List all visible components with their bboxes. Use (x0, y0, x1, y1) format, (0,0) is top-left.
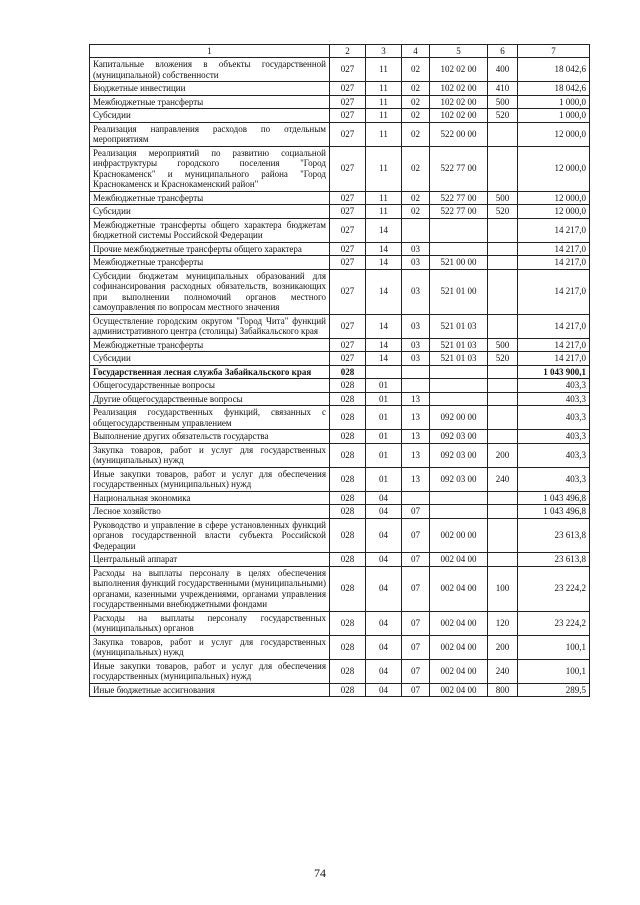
table-row (90, 95, 590, 109)
table-row (90, 659, 590, 683)
section-code: 01 (366, 406, 402, 430)
row-name: Осуществление городским округом "Город Чита" функций административного центра (столицы) Забайкальского края (90, 314, 330, 338)
amount: 1 043 496,8 (518, 491, 590, 505)
amount: 14 217,0 (518, 269, 590, 314)
target-article-code: 521 01 00 (430, 269, 488, 314)
ministry-code: 028 (330, 392, 366, 406)
row-name: Другие общегосударственные вопросы (90, 392, 330, 406)
amount: 23 224,2 (518, 566, 590, 611)
table-row (90, 635, 590, 659)
amount: 14 217,0 (518, 218, 590, 242)
subsection-code: 02 (402, 58, 430, 82)
target-article-code: 002 04 00 (430, 659, 488, 683)
subsection-code (402, 491, 430, 505)
table-row (90, 491, 590, 505)
header-cell: 5 (430, 45, 488, 58)
expense-type-code: 500 (488, 338, 518, 352)
subsection-code: 03 (402, 256, 430, 270)
amount: 23 224,2 (518, 611, 590, 635)
section-code: 11 (366, 122, 402, 146)
expense-type-code (488, 491, 518, 505)
expense-type-code (488, 242, 518, 256)
target-article-code (430, 379, 488, 393)
section-code: 14 (366, 352, 402, 366)
row-name: Государственная лесная служба Забайкальского края (90, 365, 330, 379)
expense-type-code (488, 314, 518, 338)
header-cell: 2 (330, 45, 366, 58)
subsection-code: 02 (402, 205, 430, 219)
table-row (90, 242, 590, 256)
amount: 403,3 (518, 379, 590, 393)
target-article-code: 002 04 00 (430, 553, 488, 567)
table-row (90, 109, 590, 123)
table-row (90, 566, 590, 611)
target-article-code (430, 242, 488, 256)
ministry-code: 028 (330, 467, 366, 491)
row-name: Реализация направления расходов по отдельным мероприятиям (90, 122, 330, 146)
amount: 100,1 (518, 659, 590, 683)
row-name: Субсидии (90, 205, 330, 219)
section-code: 11 (366, 146, 402, 191)
amount: 14 217,0 (518, 314, 590, 338)
expense-type-code (488, 430, 518, 444)
subsection-code: 07 (402, 683, 430, 697)
row-name: Иные закупки товаров, работ и услуг для обеспечения государственных (муниципальных) нужд (90, 467, 330, 491)
section-code: 01 (366, 392, 402, 406)
table-row (90, 82, 590, 96)
table-row (90, 467, 590, 491)
subsection-code: 07 (402, 635, 430, 659)
table-row (90, 505, 590, 519)
section-code: 14 (366, 314, 402, 338)
table-row (90, 218, 590, 242)
amount: 23 613,8 (518, 553, 590, 567)
target-article-code (430, 218, 488, 242)
row-name: Закупка товаров, работ и услуг для государственных (муниципальных) нужд (90, 635, 330, 659)
ministry-code: 028 (330, 635, 366, 659)
target-article-code: 522 77 00 (430, 146, 488, 191)
target-article-code: 092 03 00 (430, 467, 488, 491)
table-row (90, 205, 590, 219)
amount: 12 000,0 (518, 191, 590, 205)
section-code: 11 (366, 109, 402, 123)
subsection-code: 13 (402, 467, 430, 491)
subsection-code: 02 (402, 191, 430, 205)
ministry-code: 028 (330, 611, 366, 635)
row-name: Национальная экономика (90, 491, 330, 505)
ministry-code: 027 (330, 269, 366, 314)
header-cell: 7 (518, 45, 590, 58)
target-article-code: 002 04 00 (430, 566, 488, 611)
ministry-code: 027 (330, 352, 366, 366)
row-name: Реализация мероприятий по развитию социальной инфраструктуры городского поселения "Город Краснокаменск" и муниципального района "Город Краснокаменск и Краснокаменский район" (90, 146, 330, 191)
target-article-code: 102 02 00 (430, 95, 488, 109)
table-row (90, 352, 590, 366)
amount: 403,3 (518, 430, 590, 444)
amount: 1 000,0 (518, 95, 590, 109)
ministry-code: 028 (330, 566, 366, 611)
table-header-row (90, 45, 590, 58)
amount: 403,3 (518, 467, 590, 491)
ministry-code: 027 (330, 82, 366, 96)
expense-type-code: 240 (488, 467, 518, 491)
ministry-code: 028 (330, 518, 366, 553)
section-code: 11 (366, 58, 402, 82)
row-name: Бюджетные инвестиции (90, 82, 330, 96)
subsection-code (402, 218, 430, 242)
subsection-code: 02 (402, 122, 430, 146)
expense-type-code: 800 (488, 683, 518, 697)
row-name: Расходы на выплаты персоналу в целях обеспечения выполнения функций государственными (муниципальными) органами, казенными учреждениями, органами управления государственными внебюджетными фондами (90, 566, 330, 611)
subsection-code: 03 (402, 352, 430, 366)
expense-type-code (488, 269, 518, 314)
table-row (90, 365, 590, 379)
section-code: 01 (366, 379, 402, 393)
section-code: 11 (366, 95, 402, 109)
ministry-code: 027 (330, 191, 366, 205)
subsection-code: 03 (402, 269, 430, 314)
row-name: Прочие межбюджетные трансферты общего характера (90, 242, 330, 256)
row-name: Расходы на выплаты персоналу государственных (муниципальных) органов (90, 611, 330, 635)
row-name: Межбюджетные трансферты (90, 95, 330, 109)
target-article-code: 092 00 00 (430, 406, 488, 430)
budget-table (89, 44, 590, 697)
table-row (90, 518, 590, 553)
row-name: Иные закупки товаров, работ и услуг для обеспечения государственных (муниципальных) нужд (90, 659, 330, 683)
expense-type-code: 400 (488, 58, 518, 82)
row-name: Субсидии бюджетам муниципальных образований для софинансирования расходных обязательств, возникающих при выполнении полномочий органов местного самоуправления по вопросам местного значения (90, 269, 330, 314)
ministry-code: 028 (330, 365, 366, 379)
ministry-code: 028 (330, 683, 366, 697)
target-article-code: 521 01 03 (430, 314, 488, 338)
subsection-code: 03 (402, 242, 430, 256)
subsection-code: 07 (402, 518, 430, 553)
ministry-code: 027 (330, 242, 366, 256)
amount: 403,3 (518, 443, 590, 467)
target-article-code: 002 04 00 (430, 683, 488, 697)
row-name: Центральный аппарат (90, 553, 330, 567)
amount: 14 217,0 (518, 338, 590, 352)
row-name: Закупка товаров, работ и услуг для государственных (муниципальных) нужд (90, 443, 330, 467)
page-number: 74 (314, 866, 326, 880)
expense-type-code (488, 505, 518, 519)
target-article-code: 002 00 00 (430, 518, 488, 553)
table-row (90, 611, 590, 635)
section-code: 04 (366, 635, 402, 659)
subsection-code: 07 (402, 659, 430, 683)
expense-type-code (488, 553, 518, 567)
section-code: 04 (366, 505, 402, 519)
amount: 1 043 900,1 (518, 365, 590, 379)
ministry-code: 027 (330, 218, 366, 242)
row-name: Межбюджетные трансферты (90, 191, 330, 205)
row-name: Выполнение других обязательств государства (90, 430, 330, 444)
subsection-code: 03 (402, 338, 430, 352)
expense-type-code: 410 (488, 82, 518, 96)
section-code: 01 (366, 467, 402, 491)
target-article-code: 102 02 00 (430, 109, 488, 123)
amount: 403,3 (518, 406, 590, 430)
amount: 289,5 (518, 683, 590, 697)
section-code: 14 (366, 338, 402, 352)
subsection-code: 02 (402, 109, 430, 123)
target-article-code (430, 491, 488, 505)
subsection-code: 07 (402, 553, 430, 567)
target-article-code: 092 03 00 (430, 430, 488, 444)
section-code: 14 (366, 242, 402, 256)
section-code: 14 (366, 269, 402, 314)
ministry-code: 028 (330, 443, 366, 467)
row-name: Межбюджетные трансферты общего характера бюджетам бюджетной системы Российской Федерации (90, 218, 330, 242)
ministry-code: 028 (330, 491, 366, 505)
target-article-code: 522 77 00 (430, 205, 488, 219)
subsection-code: 07 (402, 566, 430, 611)
target-article-code: 002 04 00 (430, 635, 488, 659)
target-article-code: 522 00 00 (430, 122, 488, 146)
subsection-code: 03 (402, 314, 430, 338)
table-body (90, 58, 590, 697)
target-article-code (430, 365, 488, 379)
row-name: Общегосударственные вопросы (90, 379, 330, 393)
section-code: 11 (366, 205, 402, 219)
row-name: Субсидии (90, 352, 330, 366)
row-name: Руководство и управление в сфере установленных функций органов государственной власти субъекта Российской Федерации (90, 518, 330, 553)
row-name: Иные бюджетные ассигнования (90, 683, 330, 697)
row-name: Межбюджетные трансферты (90, 338, 330, 352)
amount: 23 613,8 (518, 518, 590, 553)
ministry-code: 028 (330, 379, 366, 393)
expense-type-code: 240 (488, 659, 518, 683)
expense-type-code (488, 218, 518, 242)
ministry-code: 028 (330, 430, 366, 444)
row-name: Лесное хозяйство (90, 505, 330, 519)
table-row (90, 338, 590, 352)
amount: 403,3 (518, 392, 590, 406)
subsection-code: 13 (402, 406, 430, 430)
table-row (90, 314, 590, 338)
table-row (90, 191, 590, 205)
section-code: 14 (366, 218, 402, 242)
expense-type-code: 100 (488, 566, 518, 611)
expense-type-code (488, 518, 518, 553)
section-code: 11 (366, 82, 402, 96)
expense-type-code: 500 (488, 191, 518, 205)
row-name: Субсидии (90, 109, 330, 123)
expense-type-code (488, 392, 518, 406)
ministry-code: 027 (330, 205, 366, 219)
ministry-code: 028 (330, 659, 366, 683)
expense-type-code: 520 (488, 352, 518, 366)
target-article-code: 102 02 00 (430, 58, 488, 82)
target-article-code (430, 505, 488, 519)
section-code: 04 (366, 611, 402, 635)
target-article-code (430, 392, 488, 406)
expense-type-code: 520 (488, 109, 518, 123)
amount: 14 217,0 (518, 352, 590, 366)
table-row (90, 430, 590, 444)
ministry-code: 027 (330, 109, 366, 123)
row-name: Межбюджетные трансферты (90, 256, 330, 270)
section-code: 01 (366, 443, 402, 467)
expense-type-code: 120 (488, 611, 518, 635)
expense-type-code: 520 (488, 205, 518, 219)
row-name: Капитальные вложения в объекты государственной (муниципальной) собственности (90, 58, 330, 82)
subsection-code: 07 (402, 611, 430, 635)
subsection-code: 02 (402, 95, 430, 109)
ministry-code: 028 (330, 505, 366, 519)
table-row (90, 379, 590, 393)
table-row (90, 269, 590, 314)
row-name: Реализация государственных функций, связанных с общегосударственным управлением (90, 406, 330, 430)
header-cell: 6 (488, 45, 518, 58)
subsection-code: 13 (402, 430, 430, 444)
table-row (90, 256, 590, 270)
target-article-code: 102 02 00 (430, 82, 488, 96)
amount: 18 042,6 (518, 82, 590, 96)
section-code: 04 (366, 659, 402, 683)
section-code: 01 (366, 430, 402, 444)
target-article-code: 002 04 00 (430, 611, 488, 635)
section-code: 14 (366, 256, 402, 270)
ministry-code: 028 (330, 406, 366, 430)
target-article-code: 521 00 00 (430, 256, 488, 270)
expense-type-code (488, 256, 518, 270)
subsection-code: 07 (402, 505, 430, 519)
ministry-code: 027 (330, 58, 366, 82)
expense-type-code: 500 (488, 95, 518, 109)
ministry-code: 027 (330, 314, 366, 338)
ministry-code: 027 (330, 338, 366, 352)
table-row (90, 443, 590, 467)
subsection-code: 13 (402, 443, 430, 467)
target-article-code: 092 03 00 (430, 443, 488, 467)
section-code (366, 365, 402, 379)
table-row (90, 392, 590, 406)
subsection-code: 02 (402, 82, 430, 96)
expense-type-code (488, 146, 518, 191)
ministry-code: 027 (330, 146, 366, 191)
header-cell: 1 (90, 45, 330, 58)
subsection-code (402, 379, 430, 393)
ministry-code: 028 (330, 553, 366, 567)
ministry-code: 027 (330, 122, 366, 146)
target-article-code: 521 01 03 (430, 338, 488, 352)
amount: 18 042,6 (518, 58, 590, 82)
amount: 100,1 (518, 635, 590, 659)
header-cell: 3 (366, 45, 402, 58)
subsection-code (402, 365, 430, 379)
ministry-code: 027 (330, 95, 366, 109)
section-code: 11 (366, 191, 402, 205)
amount: 14 217,0 (518, 242, 590, 256)
target-article-code: 522 77 00 (430, 191, 488, 205)
amount: 14 217,0 (518, 256, 590, 270)
table-row (90, 58, 590, 82)
section-code: 04 (366, 518, 402, 553)
expense-type-code: 200 (488, 635, 518, 659)
table-row (90, 683, 590, 697)
subsection-code: 13 (402, 392, 430, 406)
table-row (90, 122, 590, 146)
section-code: 04 (366, 491, 402, 505)
amount: 12 000,0 (518, 205, 590, 219)
expense-type-code (488, 406, 518, 430)
section-code: 04 (366, 683, 402, 697)
section-code: 04 (366, 553, 402, 567)
amount: 1 000,0 (518, 109, 590, 123)
amount: 12 000,0 (518, 146, 590, 191)
header-cell: 4 (402, 45, 430, 58)
ministry-code: 027 (330, 256, 366, 270)
table-row (90, 553, 590, 567)
amount: 1 043 496,8 (518, 505, 590, 519)
target-article-code: 521 01 03 (430, 352, 488, 366)
expense-type-code: 200 (488, 443, 518, 467)
section-code: 04 (366, 566, 402, 611)
subsection-code: 02 (402, 146, 430, 191)
expense-type-code (488, 365, 518, 379)
amount: 12 000,0 (518, 122, 590, 146)
table-row (90, 146, 590, 191)
expense-type-code (488, 122, 518, 146)
expense-type-code (488, 379, 518, 393)
table-row (90, 406, 590, 430)
